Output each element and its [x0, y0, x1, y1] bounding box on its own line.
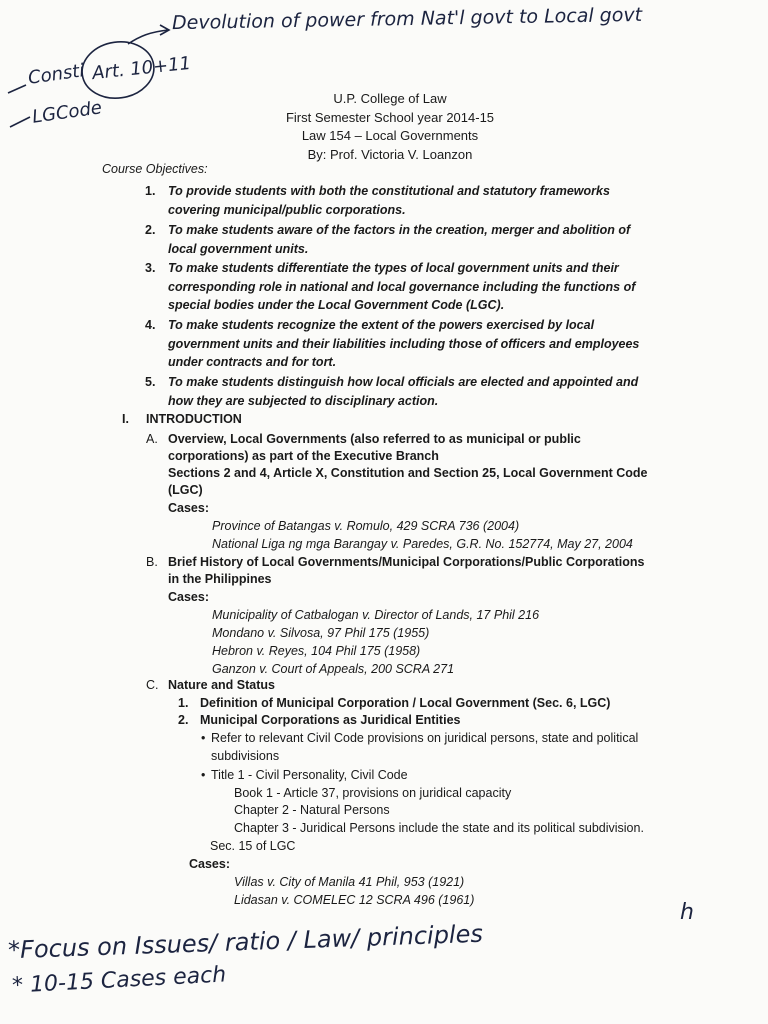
subsection-text: in the Philippines	[168, 572, 272, 586]
subsection-text: Sections 2 and 4, Article X, Constitution and Section 25, Local Government Code	[168, 466, 648, 480]
objective-text: government units and their liabilities including those of officers and employees	[168, 336, 640, 351]
cases-label: Cases:	[168, 501, 209, 515]
subsection-letter: A.	[146, 432, 158, 446]
item-number: 1.	[178, 696, 189, 710]
objective-text: special bodies under the Local Government Code (LGC).	[168, 298, 505, 312]
bullet-text: Title 1 - Civil Personality, Civil Code	[211, 768, 408, 782]
objective-item	[145, 221, 631, 258]
objective-text: local government units.	[168, 241, 309, 256]
item-text: Definition of Municipal Corporation / Local Government (Sec. 6, LGC)	[200, 696, 611, 710]
handwritten-art: Art. 10+11	[91, 52, 192, 85]
cases-label: Cases:	[168, 590, 209, 604]
handwritten-margin-mark: h	[680, 900, 694, 925]
objective-text: covering municipal/public corporations.	[168, 202, 406, 217]
header-line-1: U.P. College of Law	[333, 91, 447, 106]
subsection-letter: C.	[146, 678, 159, 692]
objective-item	[145, 316, 640, 372]
objective-text: To provide students with both the constitutional and statutory frameworks	[168, 184, 610, 198]
section-title: INTRODUCTION	[146, 412, 242, 426]
item-number: 2.	[178, 713, 189, 727]
sub-item: Chapter 3 - Juridical Persons include the state and its political subdivision.	[234, 821, 644, 835]
objective-text: To make students distinguish how local officials are elected and appointed and	[168, 375, 639, 389]
objective-number: 4.	[145, 318, 156, 332]
handwritten-arrowhead	[160, 25, 169, 35]
subsection-title: Nature and Status	[168, 678, 275, 692]
subsection-text: Brief History of Local Governments/Municipal Corporations/Public Corporations	[168, 555, 645, 569]
header-line-3: Law 154 – Local Governments	[301, 128, 479, 143]
objective-text: how they are subjected to disciplinary action.	[168, 393, 439, 408]
bullet-dot: •	[201, 731, 206, 745]
handwritten-bottom-note-1: *Focus on Issues/ ratio / Law/ principles	[7, 919, 484, 965]
handwritten-dash	[8, 85, 26, 93]
objective-item	[145, 182, 610, 219]
case-citation: Province of Batangas v. Romulo, 429 SCRA 736 (2004)	[212, 519, 520, 533]
objective-text: under contracts and for tort.	[168, 355, 337, 369]
handwritten-lgc: LGCode	[30, 97, 104, 128]
objective-item	[145, 259, 636, 315]
subsection-text: (LGC)	[168, 483, 203, 497]
bullet-text: Refer to relevant Civil Code provisions on juridical persons, state and political	[211, 731, 639, 745]
objective-number: 2.	[145, 223, 156, 237]
case-citation: Villas v. City of Manila 41 Phil, 953 (1921)	[234, 875, 465, 889]
objective-number: 3.	[145, 261, 156, 275]
objectives-title: Course Objectives:	[102, 162, 208, 176]
handwritten-bottom-note-2: * 10-15 Cases each	[11, 962, 227, 999]
objective-item	[145, 373, 639, 410]
cases-label: Cases:	[189, 857, 230, 871]
case-citation: Municipality of Catbalogan v. Director of Lands, 17 Phil 216	[212, 608, 540, 622]
objective-text: corresponding role in national and local governance including the functions of	[168, 279, 636, 294]
case-citation: National Liga ng mga Barangay v. Paredes, G.R. No. 152774, May 27, 2004	[212, 537, 633, 551]
course-header	[240, 90, 540, 164]
case-citation: Ganzon v. Court of Appeals, 200 SCRA 271	[212, 662, 455, 676]
handwritten-consti: Consti	[26, 60, 86, 89]
sub-item: Sec. 15 of LGC	[210, 839, 296, 853]
objective-text: To make students aware of the factors in the creation, merger and abolition of	[168, 223, 631, 237]
objective-text: To make students recognize the extent of the powers exercised by local	[168, 318, 595, 332]
sub-item: Book 1 - Article 37, provisions on juridical capacity	[234, 786, 512, 800]
header-line-2: First Semester School year 2014-15	[285, 109, 495, 125]
section-numeral: I.	[122, 412, 129, 426]
item-text: Municipal Corporations as Juridical Entities	[200, 713, 461, 727]
subsection-text: corporations) as part of the Executive Branch	[168, 449, 439, 463]
case-citation: Mondano v. Silvosa, 97 Phil 175 (1955)	[212, 626, 430, 640]
objective-text: To make students differentiate the types of local government units and their	[168, 261, 619, 275]
objective-number: 1.	[145, 184, 156, 198]
handwritten-arrow	[128, 30, 168, 44]
sub-item: Chapter 2 - Natural Persons	[234, 803, 390, 817]
case-citation: Hebron v. Reyes, 104 Phil 175 (1958)	[212, 644, 421, 658]
bullet-dot: •	[201, 768, 206, 782]
handwritten-dash	[10, 117, 30, 127]
bullet-text: subdivisions	[211, 749, 280, 763]
handwritten-top-note: Devolution of power from Nat'l govt to Local govt	[171, 3, 643, 35]
subsection-text: Overview, Local Governments (also referred to as municipal or public	[168, 432, 581, 446]
case-citation: Lidasan v. COMELEC 12 SCRA 496 (1961)	[234, 893, 475, 907]
objective-number: 5.	[145, 375, 156, 389]
subsection-letter: B.	[146, 555, 158, 569]
header-line-4: By: Prof. Victoria V. Loanzon	[307, 146, 473, 162]
